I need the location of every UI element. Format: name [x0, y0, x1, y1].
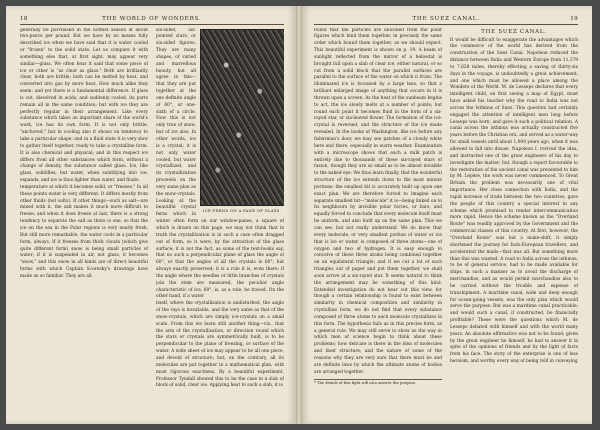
left-columns — [20, 28, 284, 403]
ice-ferns-image — [200, 29, 284, 206]
left-column-2 — [156, 28, 284, 403]
right-columns — [314, 28, 578, 403]
section-title: THE SUEZ CANAL. — [481, 28, 547, 35]
left-col1-text-b: temperature at which it becomes solid, or "freezes." In all these points water is very different. It differs mostly from other fluids (not salts). If other things—such as salt—are mixed with it, the salt makes it much more difficult to freeze; and when it does freeze at last, there is a strong tendency to separate the salt as there is one, so that the ice on the sea in the Polar regions is very nearly fresh. But still more remarkable, the water cools in a particular form, always. If it freezes from thick clouds (which give quite different form) snow is being small particles of water; if it is suspended in air, not glass, it becomes "snow," and this snow in all kinds are of direct beautiful forms with which Captain Scoresby's drawings have made us so familiar. They are all — [20, 184, 148, 279]
left-column-1 — [20, 28, 148, 403]
left-running-head: THE WORLD OF WONDERS. — [102, 16, 202, 22]
left-col2-text-b: itself, where the crystallisation is undisturbed, the angle of the rays is invariable, and the very same as that of the snow-crystals, which are simply ice-crystals on a small scale. From this we learn still another thing—viz., that the arm of the crystallisation, or direction round which the stars or crystals are symmetrically built, is to be perpendicular to the plane of freezing, or surface of the water. A wide sheet of ice may appear to be all one piece, and devoid of structure; but, on the contrary, all its molecules are put together in a mathematical plan, with most rigorous exactness. By a beautiful experiment, Professor Tyndall showed this to be the case in a slab of block of solid, clear ice. Applying heat to such a slab, it is — [156, 301, 284, 389]
right-column-2 — [450, 28, 578, 403]
figure-caption: ICE-FERNS ON A PANE OF GLASS. — [203, 207, 281, 213]
left-col2-text — [156, 28, 284, 302]
left-page-number: 18 — [20, 16, 28, 22]
left-col1-text: generally be purchased in the hottest season at about two-pence per pound. But we have by no means fully described ice when we have said that it is water cooled or "frozen" to the solid state. Let us compare it with something else that, at first sight, may appear very similar—glass. We often hear it said that some piece of ice or other is "as clear as glass." Both are brilliantly clear; both are brittle; both can be melted by heat, and converted into gas by more heat. How much alike they seem; and yet there is a fundamental difference. If glass is cut, dissolved in acids, and suddenly cooled, its parts remain all in the same condition; but with ice they are perfectly regular in their arrangement. Like every substance which takes an important share of the world's work, ice has its own form. It is not only brittle, "anchored," but in cooling also it shows on tendency to take a particular shape; and in a fluid state it is very slow to gather itself together, ready to take a crystalline form. It is also chemical and physical; and in this respect ice differs from all other substances which form, without a change of density, the substance called glass. Ice, like glass, solidifies; but water, when solidifying into ice, expands; and ice is thus lighter than water, and floats. — [20, 27, 148, 184]
left-page-header — [20, 16, 284, 25]
right-page-number: 19 — [570, 16, 578, 22]
right-page — [302, 6, 592, 424]
right-running-head: THE SUEZ CANAL. — [412, 16, 480, 22]
footnote: * The details of this fight will also answer the purpose. — [314, 379, 442, 387]
left-col2-text-a: six-sided, six-pointed stars, or six-sided figures. They are many shapes, of varied and marvellous beauty, but all agree in this—that they are put together at the one definite angle of 60°, or one-sixth of a circle. Now this is not only true of snow, but of ice also. In other words, ice is a crystal; it is not only water cooled, but water crystallized, and its crystallization proceeds on the very same plan as the snow-crystals. Looking at the beautiful crystal ferns which in winter often form on our window-panes, a square of which is drawn on this page, we may not think that in truth the crystallization is in such a case often dragged out of form, so it were, by the attraction of the glass surface; it is not the fact, as some of the text-books say, that no such a perpendicular plane of glass the angle of 60°, or that the angles of all the crystals is 60°; but always exactly preserved; it is a rule it is, even there: if the angle where the needles or little branches of crystals join the stem are measured, the peculiar angle characteristic of ice, 60°, is, as a rule, be traced. On the other hand, if a water — [156, 27, 284, 300]
right-page-header — [314, 16, 578, 25]
right-col1-text: found that the particles are unlocked from the polar figures which bind them together, in precisely the same order which bound them together, as we should expect. This beautiful experiment is shown on p. 19. A beam of sunlight reflected from the mirror of a heliostat is brought full upon a slab of clear ice, either natural, or so cut from a solid block that the parallel surfaces are parallel to the surface of the water on which it froze. The illuminated ice is focussed by a large lens, so that a brilliant enlarged image of anything that occurs in it is thrown upon a screen. As the heat of the sunbeam begins to act, the ice slowly melts at a number of points; but round each point it becomes fluid in the form of a six-rayed star, or six-leaved flower. The formation of the ice-crystal is reversed, and the structure of the ice made revealed. In the books of Washington, like ice before any fisherman's door, we may see patches of a cloudy white here and there, especially in warm weather. Examination with a microscope shows that each a milk patch is entirely due to thousands of these six-rayed stars of fusion, though they are so small as to be almost invisible to the naked eye. We thus learn finally, that the wonderful structure of the ice extends down to the most minute portions: the smallest bit is accurately built up upon one exact plan. We are therefore forced to imagine each separate smallest bit—"molecule" it is—being linked on to its neighbours by invisible polar forces, or bars; and equally forced to conclude that every molecule itself must be uniform, and also built up on the same plan. This we can see, but not really understand. We do know that every molecule, or very smallest portion of water or ice that is ice or water, is composed of three atoms—one of oxygen and two of hydrogen. It is easy enough to conceive of these three atoms being combined together on an equilateral triangle; and if we cut a lot of such triangles out of paper and put them together, we shall soon arrive at a six-rayed star. It seems natural to think the arrangement may be something of this kind. Extended investigation do not bear out this view, for though a certain relationship is found to exist between similarity in chemical composition and similarity in crystalline form, we do not find that every substance composed of three atoms to each molecule crystallizes in this form. The hypothesis fails us in this precise form, as a general rule. We may still serve to show us the way in which men of science begin to think about these problems; how delicate is there in the idea of molecules and their structure; and the nature of some of the reasons why they are very sure that there must be and are definite laws by which the ultimate atoms of bodies are arranged together. — [314, 27, 442, 375]
right-column-1 — [314, 28, 442, 403]
right-col2-text: It would be difficult to exaggerate the advantages which the commerce of the world has derived from the construction of the Suez Canal. Napoleon reduced the distance between India and Western Europe from 11,379 to 7,628 miles, thereby effecting a saving of thirty-six days in the voyage, is undoubtedly a great achievement, and one which must be allowed a place among the Wonders of the World. M. de Lesseps declares that every intelligent child, on first seeing a map of Egypt, must have asked his teacher why the road to India was not across the Isthmus of Suez. This question had certainly engaged the attention of intelligent men long before Lesseps was born, and gave it such a political relation. A canal across the isthmus was actually constructed five years before the Christian era, and served as a water-way for small vessels until about 1,000 years ago, when it was allowed to fall into disuse. Napoleon I. revived the idea, and instructed one of the great engineers of his day to investigate the matter; but, though a report favourable to the restoration of the ancient canal was presented to him by M. Lepère, the work was never commenced. To Great Britain the problem was necessarily one of vital importance. Her close connection with India, and the rapid increase of trade between the two countries, gave the people of this country a special interest in any scheme which promised to render intercommunication more rapid. Hence the scheme known as the "Overland Route" was readily approved by the Government and the commercial classes of this country. At first, however, the "Overland Route" was but a make-shift; it simply shortened the journey for Indo-European travellers, and accelerated the mails—that was all. But something more than this was wanted. A road to India across the isthmus, to be of general service, had to be made available for ships, in such a manner as to avoid the discharge of merchandise, and as would permit merchandise also to be carried without the trouble and expense of transhipment. A maritime canal, wide and deep enough for ocean-going vessels, was the only plan which would serve the purpose. But was a maritime canal practicable; and would such a canal, if constructed, be financially profitable? These were the questions which M. de Lesseps debated with himself and with the world many years. An absolute affirmative was not to be found; given by the great engineer he himself, he had to answer it in spite of the opinions of friends and by the light of facts from his face. The story of the enterprise is one of less heroism, and worthy every way of being told in conveying — [450, 37, 578, 365]
left-page — [6, 6, 296, 424]
ice-ferns-figure — [200, 29, 284, 215]
